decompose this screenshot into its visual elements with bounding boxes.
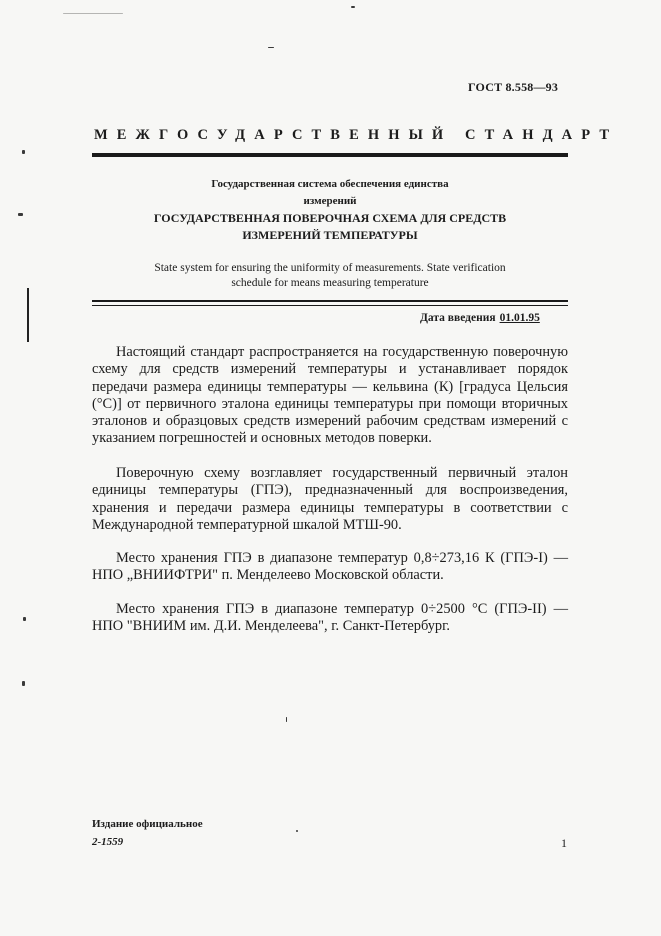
main-title-line-1: ГОСУДАРСТВЕННАЯ ПОВЕРОЧНАЯ СХЕМА ДЛЯ СРЕДСТВ: [153, 211, 507, 225]
main-title-line-2: ИЗМЕРЕНИЙ ТЕМПЕРАТУРЫ: [242, 228, 418, 242]
body-paragraph-2: Поверочную схему возглавляет государственный первичный эталон единицы температуры (ГПЭ), предназначенный для воспроизведения, хранения и передачи размера единицы температуры в соответствии с Международной температурной шкалой МТШ-90.: [92, 465, 568, 533]
scan-speck: [18, 213, 23, 216]
scan-speck: [23, 617, 26, 621]
scan-speck: [22, 150, 25, 154]
double-divider: [92, 300, 568, 306]
scan-speck: [63, 13, 123, 14]
scan-speck: [268, 47, 274, 48]
page-number: 1: [561, 836, 567, 850]
body-paragraph-4: Место хранения ГПЭ в диапазоне температур 0÷2500 °С (ГПЭ-II) — НПО "ВНИИМ им. Д.И. Менделеева", г. Санкт-Петербург.: [92, 601, 568, 635]
system-title-line-2: измерений: [303, 195, 357, 207]
scan-speck: [286, 717, 287, 722]
introduction-date-value: 01.01.95: [499, 312, 540, 324]
publication-label: Издание официальное: [92, 818, 203, 830]
body-paragraph-1: Настоящий стандарт распространяется на государственную поверочную схему для средств измерений температуры и устанавливает порядок передачи размера единицы температуры — кельвина (К) [градуса Цельсия (°С)] от первичного эталона единицы температуры при помощи вторичных эталонов и образцовых средств измерений рабочим средствам измерений с указанием погрешностей и основных методов поверки.: [92, 344, 568, 447]
body-paragraph-3: Место хранения ГПЭ в диапазоне температур 0,8÷273,16 К (ГПЭ-I) — НПО „ВНИИФТРИ" п. Менделеево Московской области.: [92, 550, 568, 584]
introduction-date-label: Дата введения: [420, 312, 496, 324]
system-title-line-1: Государственная система обеспечения единства: [211, 178, 449, 190]
publication-number: 2-1559: [92, 836, 124, 848]
english-title-line-1: State system for ensuring the uniformity of measurements. State verification: [154, 262, 506, 274]
introduction-date: [420, 312, 540, 324]
thick-divider: [92, 153, 568, 157]
standard-banner: МЕЖГОСУДАРСТВЕННЫЙ СТАНДАРТ: [94, 127, 619, 143]
scan-speck: [296, 830, 298, 832]
document-code: ГОСТ 8.558—93: [468, 80, 559, 94]
scan-speck: [351, 6, 355, 8]
scan-speck: [22, 681, 25, 686]
english-title-line-2: schedule for means measuring temperature: [231, 277, 429, 289]
scan-margin-mark: [27, 288, 29, 342]
